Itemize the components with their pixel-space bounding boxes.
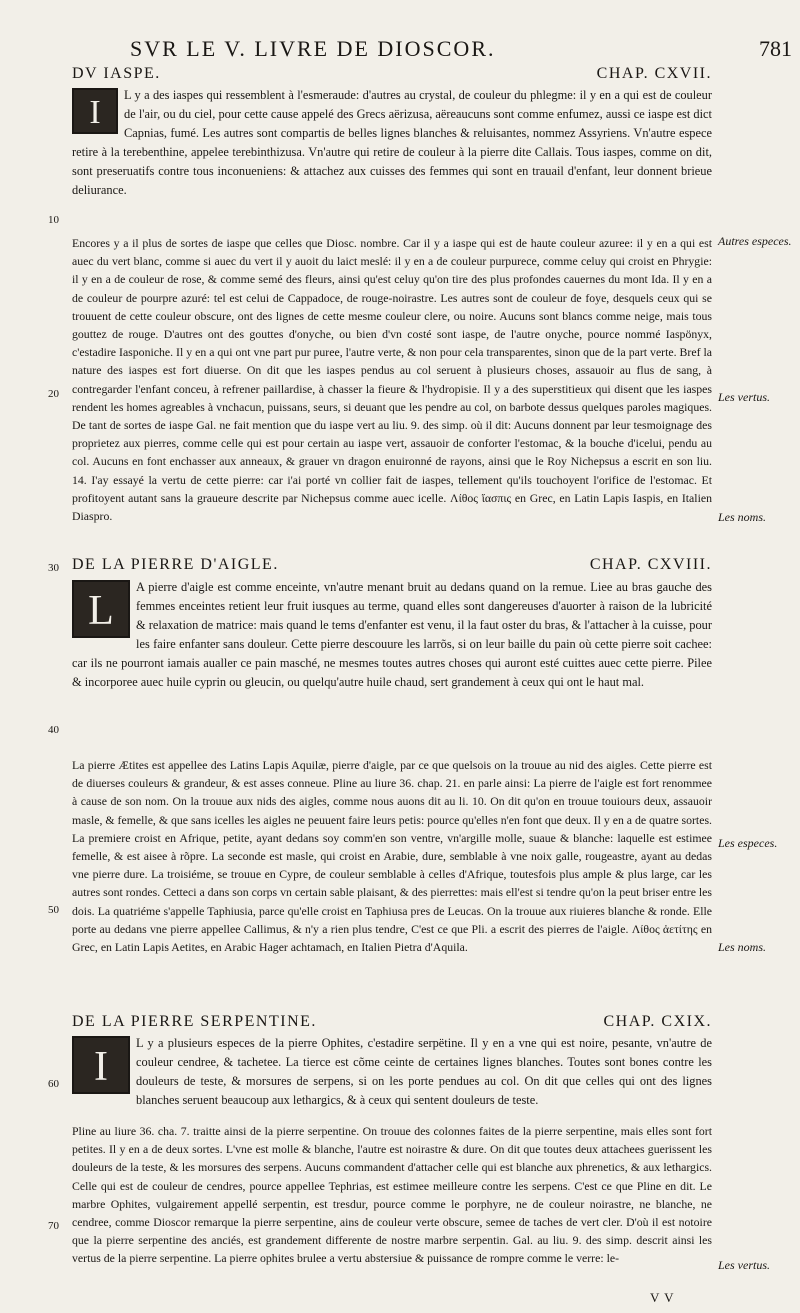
margin-note: Les especes. [718, 836, 778, 850]
line-number: 10 [48, 214, 59, 226]
section-title: DV IASPE. [72, 65, 161, 82]
line-number: 20 [48, 388, 59, 400]
margin-note: Les noms. [718, 510, 767, 524]
section-body [72, 234, 712, 525]
line-number: 40 [48, 724, 59, 736]
page-number: 781 [759, 36, 792, 61]
line-number: 70 [48, 1220, 59, 1232]
section-body [72, 86, 712, 200]
margin-note: Autres especes. [718, 234, 792, 248]
line-number: 50 [48, 904, 59, 916]
section-body [72, 1122, 712, 1268]
section-heading [72, 555, 712, 575]
line-number: 60 [48, 1078, 59, 1090]
signature-mark: V V [650, 1290, 675, 1305]
drop-cap: I [72, 1036, 130, 1094]
running-head [130, 36, 792, 62]
paragraph-text: La pierre Ætites est appellee des Latins Lapis Aquilæ, pierre d'aigle, par ce que quelsois on la trouue au nid des aigles. Cette pierre est de diuerses couleurs & grandeur, & est asses conneue. Pline au liure 36. chap. 21. en parle ainsi: La pierre de l'aigle est fort renommee à cause de son nom. On la trouue aux nids des aigles, comme nous auons dit au li. 10. On dit qu'on en trouue touiours deux, assauoir masle, & femelle, & que sans icelles les aigles ne peuuent faire leurs petis: pource qu'elles n'en font que deux. Il y en a de quatre sortes. La premiere croist en Afrique, petite, ayant dedans soy comm'en son ventre, vn'argille molle, suaue & blanche: laquelle est estimee femelle, & est aisee à rõpre. La seconde est masle, qui croist en Arabie, dure, semblable à vne noix galle, rougeastre, ayant au dedas vne pierre dure. La troisiéme, se trouue en Cypre, de couleur semblable à celles d'Afrique, toutesfois plus ample & plus large, car les autres sont rondes. Cetteci a dans son corps vn certain sable plaisant, & des pierrettes: mais ell'est si tendre qu'on la peut briser entre les dois. La quatriéme s'appelle Taphiusia, parce qu'elle croist en Taphiusa pres de Leucas. On la trouue aux riuieres blanche & ronde. Elle porte au dedans vne pierre appellee Callimus, & n'y a rien plus tendre, C'est ce que Pli. a escrit des pierres de l'aigle. Λίθος ἀετίτης en Grec, en Latin Lapis Aetites, en Arabic Hager achtamach, en Italien Pietra d'Aquila. [72, 758, 712, 955]
paragraph-text: L y a des iaspes qui ressemblent à l'esmeraude: d'autres au crystal, de couleur du phlegme: il y en a qui est de couleur de l'air, ou du ciel, pour cette cause appelé des Grecs aërizusa, aëreaucuns sont comme enfumez, aussi ce iaspe est dict Capnias, fumé. Les autres sont compartis de belles lignes blanches & reluisantes, nommez Assyriens. Vn'autre espece retire à la terebenthine, appelee terebinthizusa. Vn'autre qui retire de couleur à la pierre dite Callais. Tous iaspes, comme on dit, sont preseruatifs contre tous inconueniens: & attachez aux cuisses des femmes qui sont en trauail d'enfant, leur donnent brieue deliurance. [72, 88, 712, 197]
section-heading [72, 64, 712, 84]
paragraph-text: A pierre d'aigle est comme enceinte, vn'autre menant bruit au dedans quand on la remue. Liee au bras gauche des femmes enceintes retient leur fruit iusques au terme, quand elles sont dangereuses d'auorter à raison de la lubricité & relaxation de matrice: mais quand le tems d'enfanter est venu, il la faut oster du bras, & l'attacher à la cuisse, pour les faire enfanter sans douleur. Cette pierre descouure les larrõs, si on leur baille du pain où cette pierre soit cachee: car ils ne pourront iamais aualler ce pain masché, ne mesmes toutes autres choses qui auront esté cuittes auec cette pierre. Pilee & incorporee auec huile cyprin ou gleucin, ou quelqu'autre huile chaud, sert grandement à ceux qui ont le haut mal. [72, 580, 712, 689]
line-number: 30 [48, 562, 59, 574]
margin-note: Les vertus. [718, 390, 770, 404]
drop-cap: I [72, 88, 118, 134]
section-title: DE LA PIERRE D'AIGLE. [72, 556, 279, 573]
paragraph [72, 578, 712, 692]
paragraph-text: Encores y a il plus de sortes de iaspe que celles que Diosc. nombre. Car il y a iaspe qui est de haute couleur azuree: il y en a qui est auec du vert blanc, comme si auec du vert il y auoit du laict meslé: il y en a de couleur purpurece, comme celuy qui croist en Phrygie: il y en a de couleur de rose, & comme semé des fleurs, ainsi qu'est celuy qu'on tire des plus profondes cauernes du mont Ida. Il y en a de couleur de pourpre azuré: tel est celui de Cappadoce, de rouge-noirastre. Les autres sont de couleur de foye, desquels ceux qui se trouuent de cette couleur obscure, ont des lignes de cette mesme couleur clere, ou noire. Aucuns sont blancs comme neige, mais tous gouttez de rouge. D'autres ont des gouttes d'onyche, ou bien d'vn costé sont iaspe, de l'autre onyche, pource nommé Iaspönyx, c'estadire Iasponiche. Il y en a qui ont vne part pur puree, l'autre verte, & non pour cela transparentes, sinon que de la part verte. Bref la nature des iaspes est fort diuerse. On dit que les iaspes pendus au col seruent à plusieurs choses, assauoir au flus de sang, à contregarder l'enfant conceu, à refrener paillardise, à chasser la fieure & l'hydropisie. Il y a des superstitieux qui disent que les iaspes rendent les homes agreables à vnchacun, puissans, seurs, si deuant que les pendre au col, on barbote dessus quelques paroles magiques. De tant de sortes de iaspe Gal. ne fait mention que du iaspe vert au liu. 9. des simp. où il dit: Aucuns donnent par leur tesmoignage des proprietez aux pierres, comme celle qui est pour certain au iaspe vert, assauoir de conforter l'estomac, & la bouche d'icelui, pendu au col. Aucuns en font enchasser aux anneaux, & grauer vn dragon enuironné de rayons, ainsi que le Roy Nichepsus a escrit en son liu. 14. I'ay essayé la vertu de cette pierre: car i'ai porté vn collier fait de iaspes, tellement qu'ils touchoyent l'orifice de l'estomac. Et profitoyent autant sans la graueure descrite par Nichepsus comme auec icelle. Λίθος ἴασπις en Grec, en Latin Lapis Iaspis, en Italien Diaspro. [72, 236, 712, 524]
drop-cap: L [72, 580, 130, 638]
section-body [72, 1034, 712, 1110]
paragraph [72, 86, 712, 200]
paragraph-text: L y a plusieurs especes de la pierre Ophites, c'estadire serpëtine. Il y en a vne qui est noire, pesante, vn'autre de couleur cendree, & tachetee. La tierce est cõme ceinte de certaines lignes blanches. Toutes sont bones contre les douleurs de teste, & morsures de serpens, si on les porte pendues au col. On dit que celles qui ont des lignes blanches seruent beaucoup aux lethargics, & à ceux qui sentent douleurs de teste. [136, 1036, 712, 1107]
section-title: DE LA PIERRE SERPENTINE. [72, 1013, 317, 1030]
paragraph [72, 1034, 712, 1110]
section-heading [72, 1012, 712, 1032]
margin-note: Les vertus. [718, 1258, 770, 1272]
chapter-number: CHAP. CXVII. [596, 65, 712, 82]
section-body [72, 578, 712, 692]
running-head-title: SVR LE V. LIVRE DE DIOSCOR. [130, 36, 496, 61]
margin-note: Les noms. [718, 940, 767, 954]
paragraph-text: Pline au liure 36. cha. 7. traitte ainsi de la pierre serpentine. On trouue des colonnes faites de la pierre serpentine, mais elles sont fort petites. Il y en a de deux sortes. L'vne est molle & blanche, l'autre est noirastre & dure. On dit que toutes deux attachees guerissent les douleurs de la teste, & les morsures des serpens. Aucuns commandent d'attacher celle qui est blanche aux phrenetics, & aux lethargics. Celle qui est de couleur de cendres, pource appellee Tephrias, est estimee meilleure contre les serpens. C'est ce que Pline en dit. Le marbre Ophites, vulgairement appellé serpentin, est tresdur, pource comme le porphyre, ne de couleur noirastre, ne blanche, ne cendree, comme Dioscor remarque la pierre serpentine, ains de couleur verte obscure, semee de taches de vert cler. D'où il est notoire que la pierre serpentine des anciés, est grandement differente de nostre marbre serpentin. Gal. au liu. 9. des simp. descrit ainsi les vertus de la pierre serpentine. La pierre ophites brulee a vertu abstersiue & puissance de rompre comme le verre: le- [72, 1124, 712, 1266]
chapter-number: CHAP. CXVIII. [589, 556, 712, 573]
section-body [72, 756, 712, 956]
chapter-number: CHAP. CXIX. [603, 1013, 712, 1030]
